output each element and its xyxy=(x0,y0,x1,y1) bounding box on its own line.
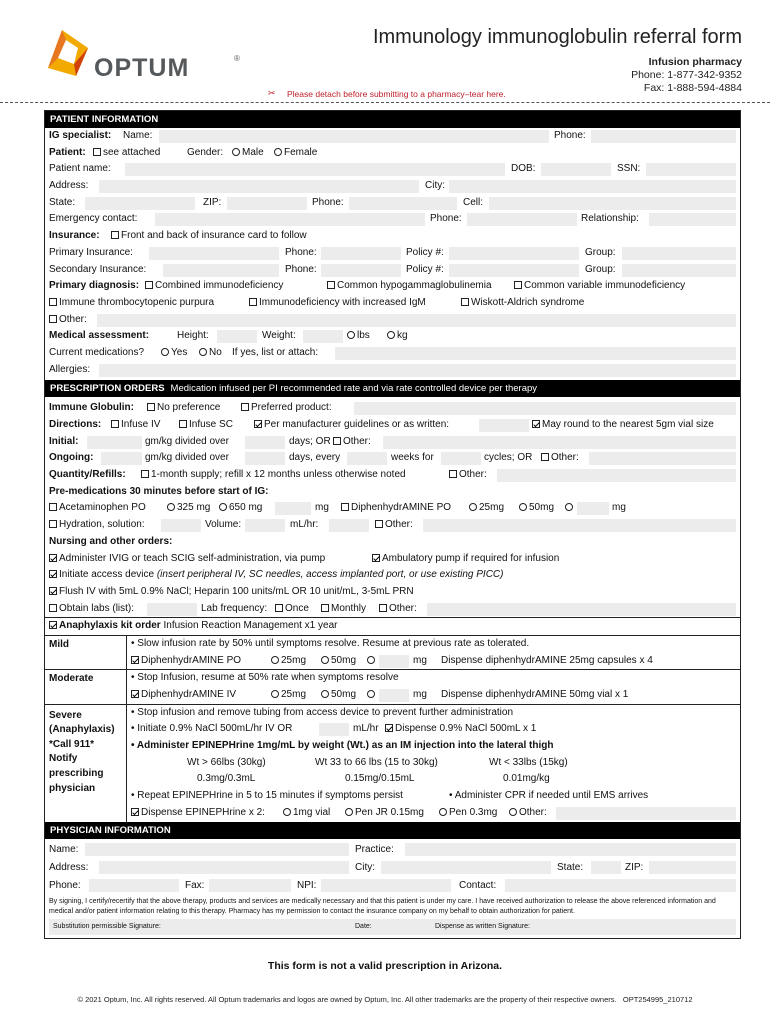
phys-phone-label: Phone: xyxy=(49,879,81,891)
hydration-other-field[interactable] xyxy=(423,519,736,532)
administer-cpr: • Administer CPR if needed until EMS arrives xyxy=(449,790,649,802)
primary-policy-label: Policy #: xyxy=(406,246,444,258)
weeks-for-label: weeks for xyxy=(391,452,434,464)
weight-tier-2: Wt 33 to 66 lbs (15 to 30kg) xyxy=(315,756,438,768)
dx-itp-checkbox[interactable]: Immune thrombocytopenic purpura xyxy=(49,295,214,312)
mild-25-radio[interactable]: 25mg xyxy=(271,653,306,670)
ongoing-days-field[interactable] xyxy=(245,452,285,465)
diphen-po-checkbox[interactable]: DiphenhydrAMINE PO xyxy=(341,500,451,517)
qty-refills-label: Quantity/Refills: xyxy=(49,469,126,481)
phone-field[interactable] xyxy=(349,197,457,210)
dx-other-checkbox[interactable]: Other: xyxy=(49,312,87,329)
dx-igm-checkbox[interactable]: Immunodeficiency with increased IgM xyxy=(249,295,426,312)
acet-325-radio[interactable]: 325 mg xyxy=(167,500,210,517)
relationship-label: Relationship: xyxy=(581,213,639,225)
dx-other-field[interactable] xyxy=(97,314,736,327)
practice-label: Practice: xyxy=(355,843,394,855)
nursing-label: Nursing and other orders: xyxy=(49,535,173,547)
acet-650-radio[interactable]: 650 mg xyxy=(219,500,262,517)
administer-ivig-checkbox[interactable]: Administer IVIG or teach SCIG self-administration, via pump xyxy=(49,551,325,568)
ongoing-label: Ongoing: xyxy=(49,452,94,464)
no-preference-checkbox[interactable]: No preference xyxy=(147,400,220,417)
moderate-label: Moderate xyxy=(45,670,127,703)
detach-note: Please detach before submitting to a pharmacy–tear here. xyxy=(287,89,506,99)
secondary-phone-field[interactable] xyxy=(321,264,401,277)
medical-assessment-label: Medical assessment: xyxy=(49,330,150,342)
cell-label: Cell: xyxy=(463,196,484,208)
ongoing-dose-field[interactable] xyxy=(101,452,142,465)
acet-mg-label: mg xyxy=(315,502,329,514)
phys-address-field[interactable] xyxy=(99,861,349,874)
mild-dispense: Dispense diphenhydrAMINE 25mg capsules x 4 xyxy=(441,654,653,666)
emergency-phone-label: Phone: xyxy=(430,213,462,225)
female-radio[interactable]: Female xyxy=(274,145,317,162)
per-manufacturer-field[interactable] xyxy=(479,419,529,432)
ongoing-other-field[interactable] xyxy=(589,452,736,465)
moderate-custom-field[interactable] xyxy=(379,689,409,702)
mild-slow-rate: • Slow infusion rate by 50% until symptoms resolve. Resume at previous rate as tolerated. xyxy=(131,637,530,649)
ongoing-gmkg-label: gm/kg divided over xyxy=(145,452,229,464)
secondary-phone-label: Phone: xyxy=(285,263,317,275)
insurance-card-checkbox[interactable]: Front and back of insurance card to follow xyxy=(111,228,307,245)
npi-label: NPI: xyxy=(297,879,317,891)
rx-section-header xyxy=(45,380,740,397)
diphen-mg-label: mg xyxy=(612,502,626,514)
mild-custom-radio[interactable] xyxy=(367,653,377,670)
optum-logo xyxy=(44,28,244,88)
qty-other-field[interactable] xyxy=(497,469,736,482)
dose-tier-3: 0.01mg/kg xyxy=(503,773,550,785)
phys-state-label: State: xyxy=(557,861,584,873)
dose-tier-2: 0.15mg/0.15mL xyxy=(345,773,415,785)
ig-phone-label: Phone: xyxy=(554,130,586,141)
rx-section xyxy=(45,397,740,617)
physician-section xyxy=(45,839,740,895)
mild-mg-label: mg xyxy=(413,654,427,666)
patient-name-label: Patient name: xyxy=(49,163,111,175)
labs-field[interactable] xyxy=(147,603,197,616)
cell-field[interactable] xyxy=(489,197,736,210)
moderate-dispense: Dispense diphenhydrAMINE 50mg vial x 1 xyxy=(441,689,629,700)
dob-field[interactable] xyxy=(541,163,611,176)
patient-label: Patient: xyxy=(49,146,86,158)
meds-yes-radio[interactable]: Yes xyxy=(161,345,187,362)
infuse-iv-checkbox[interactable]: Infuse IV xyxy=(111,417,160,434)
mild-50-radio[interactable]: 50mg xyxy=(321,653,356,670)
form-code: OPT254995_210712 xyxy=(622,995,693,1004)
signature-row[interactable] xyxy=(49,919,736,935)
meds-field[interactable] xyxy=(335,347,736,360)
height-label: Height: xyxy=(177,330,209,342)
severe-nacl-rate-field[interactable] xyxy=(319,723,349,736)
phys-name-label: Name: xyxy=(49,843,79,855)
initial-other-field[interactable] xyxy=(383,436,736,449)
obtain-labs-checkbox[interactable]: Obtain labs (list): xyxy=(49,601,134,618)
diphen-50-radio[interactable]: 50mg xyxy=(519,500,554,517)
severe-epinephrine: • Administer EPINEPHrine 1mg/mL by weight (Wt.) as an IM injection into the lateral thigh xyxy=(131,740,554,752)
lab-once-checkbox[interactable]: Once xyxy=(275,601,309,618)
scissors-icon: ✂ xyxy=(268,88,276,98)
primary-group-label: Group: xyxy=(585,246,616,258)
may-round-checkbox[interactable]: May round to the nearest 5gm vial size xyxy=(532,417,714,434)
patient-section-header: PATIENT INFORMATION xyxy=(45,111,740,128)
phys-address-label: Address: xyxy=(49,861,89,873)
emergency-label: Emergency contact: xyxy=(49,213,138,225)
dispense-epi-checkbox[interactable]: Dispense EPINEPHrine x 2: xyxy=(131,805,265,822)
initial-label: Initial: xyxy=(49,435,79,447)
npi-field[interactable] xyxy=(321,879,451,892)
primary-phone-field[interactable] xyxy=(321,247,401,260)
emergency-field[interactable] xyxy=(155,213,425,226)
phys-phone-field[interactable] xyxy=(89,879,179,892)
pharmacy-contact xyxy=(631,56,742,95)
ig-name-field[interactable] xyxy=(159,130,549,143)
arizona-notice: This form is not a valid prescription in Arizona. xyxy=(267,960,503,972)
phys-name-field[interactable] xyxy=(85,843,349,856)
epi-other-field[interactable] xyxy=(556,807,736,820)
form-title: Immunology immunoglobulin referral form xyxy=(372,26,742,48)
initial-days-field[interactable] xyxy=(245,436,285,449)
volume-label: Volume: xyxy=(205,519,242,531)
cycles-or-label: cycles; OR xyxy=(484,452,533,464)
patient-name-field[interactable] xyxy=(125,163,505,176)
rx-header-title: PRESCRIPTION ORDERS xyxy=(50,383,165,395)
weight-field[interactable] xyxy=(303,330,343,343)
state-field[interactable] xyxy=(85,197,195,210)
allergies-field[interactable] xyxy=(99,364,736,377)
moderate-50-radio[interactable]: 50mg xyxy=(321,687,356,704)
mild-label: Mild xyxy=(45,636,127,669)
hydration-checkbox[interactable]: Hydration, solution: xyxy=(49,517,145,534)
mild-diphen-checkbox[interactable]: DiphenhydrAMINE PO xyxy=(131,653,241,670)
secondary-group-field[interactable] xyxy=(622,264,736,277)
state-label: State: xyxy=(49,196,76,208)
dose-tier-1: 0.3mg/0.3mL xyxy=(197,773,256,785)
if-yes-label: If yes, list or attach: xyxy=(232,346,319,358)
diphen-25-radio[interactable]: 25mg xyxy=(469,500,504,517)
see-attached-checkbox[interactable]: see attached xyxy=(93,145,160,162)
initial-dose-field[interactable] xyxy=(87,436,142,449)
initiate-access-checkbox[interactable]: Initiate access device (insert peripheral IV, SC needles, access implanted port, or use existing PICC) xyxy=(49,567,503,584)
primary-phone-label: Phone: xyxy=(285,246,317,258)
phys-fax-field[interactable] xyxy=(209,879,291,892)
epi-pen-radio[interactable]: Pen 0.3mg xyxy=(439,805,497,822)
flush-iv-checkbox[interactable]: Flush IV with 5mL 0.9% NaCl; Heparin 100 units/mL OR 10 unit/mL, 3-5mL PRN xyxy=(49,584,414,601)
dob-label: DOB: xyxy=(511,163,536,175)
phys-city-label: City: xyxy=(355,861,375,873)
diphen-custom-radio[interactable] xyxy=(565,500,575,517)
severe-label: Severe (Anaphylaxis) *Call 911* Notify prescribing physician xyxy=(45,705,127,822)
severe-mlhr: mL/hr xyxy=(353,723,379,735)
attestation-text: By signing, I certify/recertify that the above therapy, products and services are medically necessary and that this patient is under my care. I have received authorization to release the above referenced information and medical and/or patient information relating to this therapy. Pharmacy has my permission to contact the insurance company on my behalf to obtain authorization for patient. xyxy=(49,897,716,915)
mild-custom-field[interactable] xyxy=(379,655,409,668)
hydration-other-checkbox[interactable]: Other: xyxy=(375,517,413,534)
brand-name: OPTUM xyxy=(94,54,190,82)
primary-group-field[interactable] xyxy=(622,247,736,260)
current-meds-label: Current medications? xyxy=(49,346,145,358)
hydration-solution-field[interactable] xyxy=(161,519,201,532)
immune-globulin-label: Immune Globulin: xyxy=(49,402,134,414)
brand-registered: ® xyxy=(234,54,240,63)
allergies-label: Allergies: xyxy=(49,363,91,375)
height-field[interactable] xyxy=(217,330,257,343)
moderate-mg-label: mg xyxy=(413,689,427,700)
kg-radio[interactable]: kg xyxy=(387,328,408,345)
premeds-label: Pre-medications 30 minutes before start of IG: xyxy=(49,485,269,497)
address-field[interactable] xyxy=(99,180,419,193)
primary-policy-field[interactable] xyxy=(449,247,579,260)
patient-section xyxy=(45,128,740,378)
practice-field[interactable] xyxy=(405,843,736,856)
severe-stop: • Stop infusion and remove tubing from access device to prevent further administration xyxy=(131,706,514,718)
preferred-product-checkbox[interactable]: Preferred product: xyxy=(241,400,332,417)
epi-other-radio[interactable]: Other: xyxy=(509,805,547,822)
qty-other-checkbox[interactable]: Other: xyxy=(449,467,487,484)
referral-form xyxy=(44,110,741,939)
meds-no-radio[interactable]: No xyxy=(199,345,222,362)
daw-signature-label: Dispense as written Signature: xyxy=(435,922,530,930)
male-radio[interactable]: Male xyxy=(232,145,264,162)
city-field[interactable] xyxy=(449,180,736,193)
phone-label: Phone: xyxy=(312,196,344,208)
per-manufacturer-checkbox[interactable]: Per manufacturer guidelines or as written: xyxy=(254,417,449,434)
ig-phone-field[interactable] xyxy=(591,130,736,143)
ssn-label: SSN: xyxy=(617,163,641,175)
phys-state-field[interactable] xyxy=(591,861,621,874)
anaphylaxis-kit-checkbox[interactable]: Anaphylaxis kit order Infusion Reaction Management x1 year xyxy=(49,618,337,635)
signature-date-label: Date: xyxy=(355,922,372,930)
phys-zip-label: ZIP: xyxy=(625,861,644,873)
mlhr-label: mL/hr: xyxy=(290,519,319,531)
directions-label: Directions: xyxy=(49,419,102,430)
initial-gmkg-label: gm/kg divided over xyxy=(145,435,229,447)
dx-cvid-checkbox[interactable]: Common variable immunodeficiency xyxy=(514,278,685,295)
phys-city-field[interactable] xyxy=(381,861,551,874)
substitution-signature-label: Substitution permissible Signature: xyxy=(53,922,161,930)
acet-custom-field[interactable] xyxy=(275,502,311,515)
pharmacy-phone: Phone: 1-877-342-9352 xyxy=(631,69,742,81)
secondary-insurance-field[interactable] xyxy=(163,264,279,277)
zip-field[interactable] xyxy=(227,197,307,210)
preferred-product-field[interactable] xyxy=(354,402,736,415)
ig-specialist-label: IG specialist: xyxy=(49,130,112,141)
lbs-radio[interactable]: lbs xyxy=(347,328,370,345)
anaphylaxis-table xyxy=(45,617,740,821)
infuse-sc-checkbox[interactable]: Infuse SC xyxy=(179,417,233,434)
dx-combined-checkbox[interactable]: Combined immunodeficiency xyxy=(145,278,283,295)
lab-other-checkbox[interactable]: Other: xyxy=(379,601,417,618)
primary-diagnosis-label: Primary diagnosis: xyxy=(49,280,140,292)
relationship-field[interactable] xyxy=(649,213,736,226)
cycles-field[interactable] xyxy=(441,452,481,465)
phys-fax-label: Fax: xyxy=(185,879,205,891)
lab-frequency-label: Lab frequency: xyxy=(201,602,268,614)
lab-monthly-checkbox[interactable]: Monthly xyxy=(321,601,366,618)
dx-wiskott-checkbox[interactable]: Wiskott-Aldrich syndrome xyxy=(461,295,584,312)
secondary-policy-field[interactable] xyxy=(449,264,579,277)
contact-field[interactable] xyxy=(505,879,736,892)
moderate-custom-radio[interactable] xyxy=(367,687,377,704)
volume-field[interactable] xyxy=(245,519,285,532)
pharmacy-fax: Fax: 1-888-594-4884 xyxy=(643,82,742,94)
primary-insurance-field[interactable] xyxy=(149,247,279,260)
physician-section-header: PHYSICIAN INFORMATION xyxy=(45,822,740,839)
days-every-label: days, every xyxy=(289,452,341,464)
primary-insurance-label: Primary Insurance: xyxy=(49,246,133,258)
ssn-field[interactable] xyxy=(646,163,736,176)
emergency-phone-field[interactable] xyxy=(467,213,577,226)
tear-line xyxy=(0,102,770,103)
secondary-policy-label: Policy #: xyxy=(406,263,444,275)
moderate-25-radio[interactable]: 25mg xyxy=(271,687,306,704)
gender-label: Gender: xyxy=(187,146,224,158)
pharmacy-name: Infusion pharmacy xyxy=(648,56,742,68)
ig-name-label: Name: xyxy=(123,130,153,141)
severe-nacl: • Initiate 0.9% NaCl 500mL/hr IV OR xyxy=(131,723,293,735)
mlhr-field[interactable] xyxy=(329,519,369,532)
copyright-text: © 2021 Optum, Inc. All rights reserved. All Optum trademarks and logos are owned by Optum, Inc. All other trademarks are the property of their respective owners. xyxy=(77,995,617,1004)
moderate-diphen-checkbox[interactable]: DiphenhydrAMINE IV xyxy=(131,687,236,704)
ambulatory-pump-checkbox[interactable]: Ambulatory pump if required for infusion xyxy=(372,551,559,568)
address-label: Address: xyxy=(49,180,89,192)
epi-penjr-radio[interactable]: Pen JR 0.15mg xyxy=(345,805,424,822)
insurance-label: Insurance: xyxy=(49,230,100,242)
secondary-group-label: Group: xyxy=(585,263,616,275)
dispense-nacl-checkbox[interactable]: Dispense 0.9% NaCl 500mL x 1 xyxy=(385,721,536,738)
weight-label: Weight: xyxy=(262,330,296,342)
lab-other-field[interactable] xyxy=(427,603,736,616)
copyright-footer xyxy=(0,995,770,1004)
phys-zip-field[interactable] xyxy=(649,861,736,874)
repeat-epinephrine: • Repeat EPINEPHrine in 5 to 15 minutes if symptoms persist xyxy=(131,790,403,802)
one-month-checkbox[interactable]: 1-month supply; refill x 12 months unless otherwise noted xyxy=(141,467,406,484)
diphen-custom-field[interactable] xyxy=(577,502,609,515)
acetaminophen-checkbox[interactable]: Acetaminophen PO xyxy=(49,500,146,517)
initial-days-or-label: days; OR xyxy=(289,435,331,447)
ongoing-other-checkbox[interactable]: Other: xyxy=(541,450,579,467)
dx-hypogamma-checkbox[interactable]: Common hypogammaglobulinemia xyxy=(327,278,492,295)
secondary-insurance-label: Secondary Insurance: xyxy=(49,263,147,275)
epi-vial-radio[interactable]: 1mg vial xyxy=(283,805,330,822)
zip-label: ZIP: xyxy=(203,196,222,208)
initial-other-checkbox[interactable]: Other: xyxy=(333,434,371,451)
optum-logo-icon xyxy=(44,28,90,78)
moderate-stop: • Stop Infusion, resume at 50% rate when symptoms resolve xyxy=(131,672,399,684)
city-label: City: xyxy=(425,180,445,192)
weeks-field[interactable] xyxy=(347,452,387,465)
contact-label: Contact: xyxy=(459,879,497,891)
weight-tier-1: Wt > 66lbs (30kg) xyxy=(187,756,266,768)
weight-tier-3: Wt < 33lbs (15kg) xyxy=(489,756,568,768)
rx-header-sub: Medication infused per PI recommended rate and via rate controlled device per therapy xyxy=(170,383,538,395)
